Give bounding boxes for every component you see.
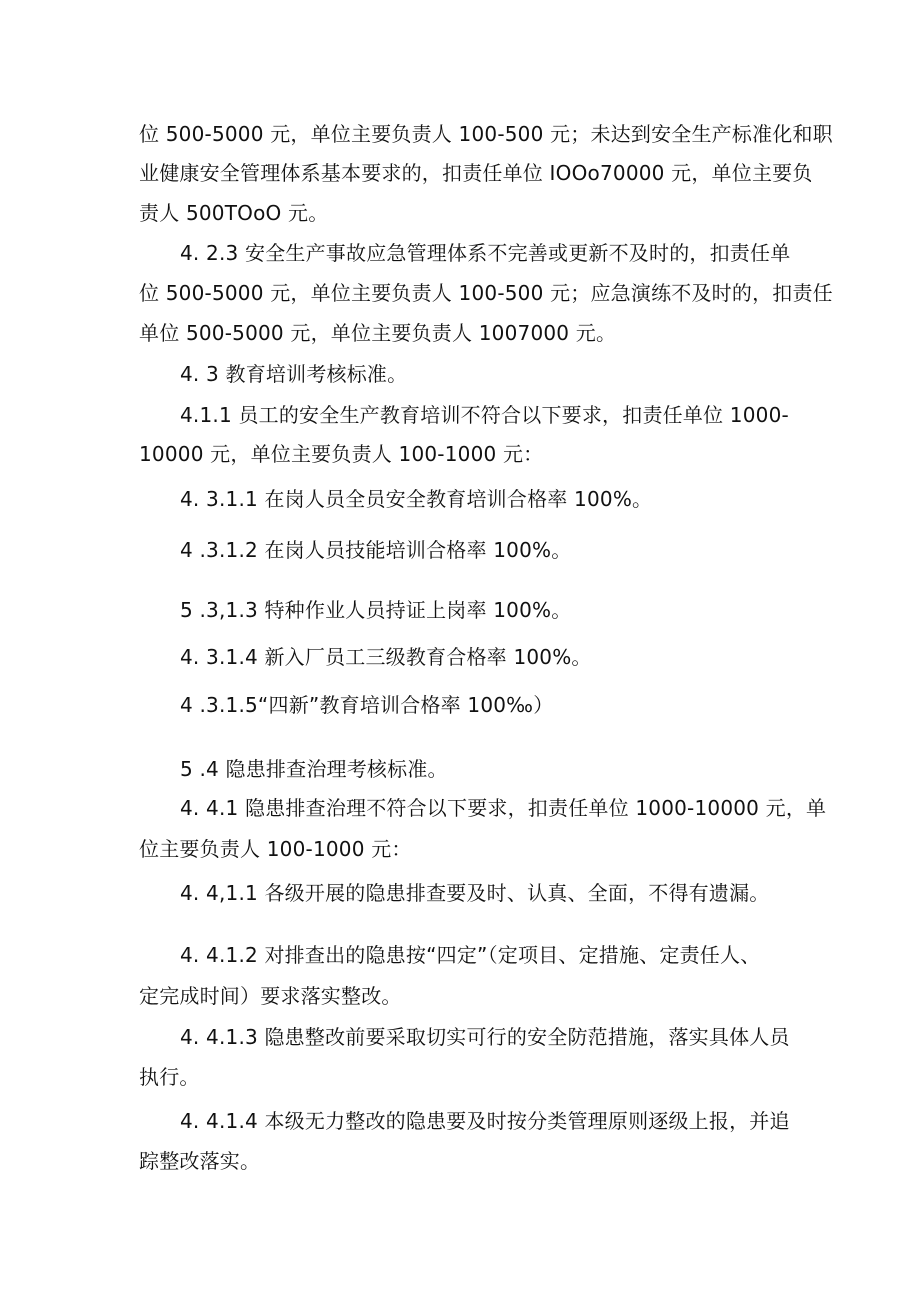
paragraph-line: 执行。 bbox=[139, 1065, 200, 1089]
paragraph-line: 4.1.1 员工的安全生产教育培训不符合以下要求，扣责任单位 1000- bbox=[180, 403, 789, 427]
paragraph-line: 10000 元，单位主要负责人 100-1000 元： bbox=[139, 442, 544, 466]
list-item: 4. 4,1.1 各级开展的隐患排查要及时、认真、全面，不得有遗漏。 bbox=[180, 881, 770, 905]
paragraph-line: 位主要负责人 100-1000 元： bbox=[139, 837, 412, 861]
list-item: 5 .3,1.3 特种作业人员持证上岗率 100%。 bbox=[180, 598, 572, 622]
paragraph-line: 4. 4.1 隐患排查治理不符合以下要求，扣责任单位 1000-10000 元，单 bbox=[180, 796, 827, 820]
paragraph-line: 业健康安全管理体系基本要求的，扣责任单位 IOOo70000 元，单位主要负 bbox=[139, 161, 813, 185]
list-item: 4 .3.1.5“四新”教育培训合格率 100‰） bbox=[180, 693, 554, 717]
section-heading: 4. 3 教育培训考核标准。 bbox=[180, 362, 408, 386]
paragraph-line: 踪整改落实。 bbox=[139, 1149, 261, 1173]
section-heading: 5 .4 隐患排查治理考核标准。 bbox=[180, 757, 448, 781]
paragraph-line: 定完成时间）要求落实整改。 bbox=[139, 984, 402, 1008]
list-item: 4. 4.1.3 隐患整改前要采取切实可行的安全防范措施，落实具体人员 bbox=[180, 1025, 790, 1049]
list-item: 4. 4.1.2 对排查出的隐患按“四定”（定项目、定措施、定责任人、 bbox=[180, 943, 761, 967]
list-item: 4 .3.1.2 在岗人员技能培训合格率 100%。 bbox=[180, 538, 572, 562]
list-item: 4. 4.1.4 本级无力整改的隐患要及时按分类管理原则逐级上报，并追 bbox=[180, 1109, 790, 1133]
list-item: 4. 3.1.4 新入厂员工三级教育合格率 100%。 bbox=[180, 645, 592, 669]
paragraph-line: 单位 500-5000 元，单位主要负责人 1007000 元。 bbox=[139, 321, 617, 345]
list-item: 4. 3.1.1 在岗人员全员安全教育培训合格率 100%。 bbox=[180, 487, 653, 511]
paragraph-line: 责人 500TOoO 元。 bbox=[139, 201, 329, 225]
paragraph-line: 位 500-5000 元，单位主要负责人 100-500 元；未达到安全生产标准化和职 bbox=[139, 122, 833, 146]
paragraph-line: 位 500-5000 元，单位主要负责人 100-500 元；应急演练不及时的，扣责任 bbox=[139, 281, 833, 305]
paragraph-line: 4. 2.3 安全生产事故应急管理体系不完善或更新不及时的，扣责任单 bbox=[180, 241, 791, 265]
